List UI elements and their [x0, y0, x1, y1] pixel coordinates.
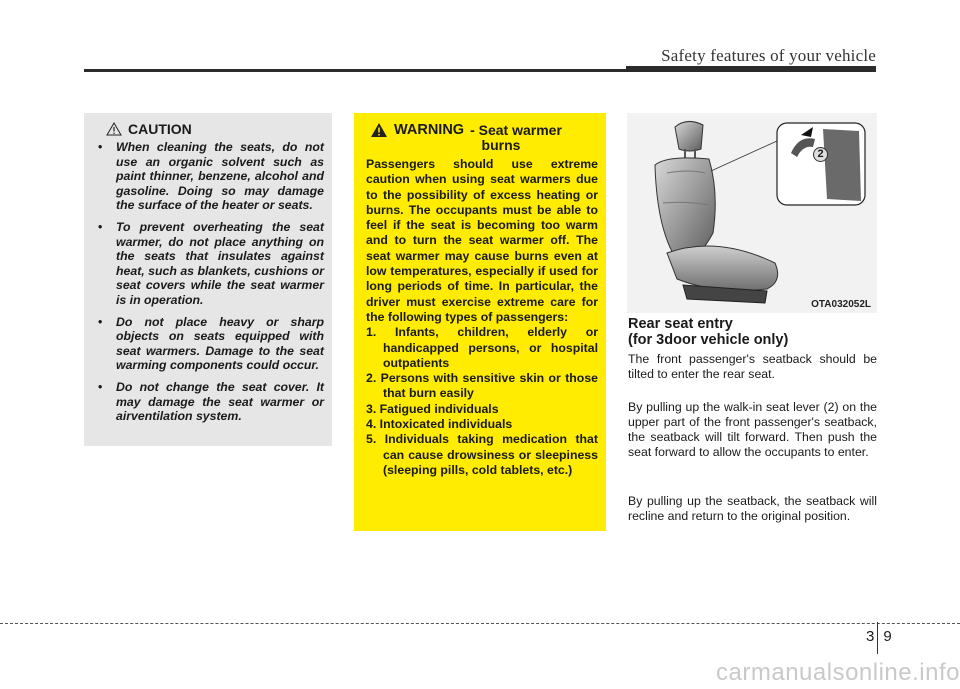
warning-list — [366, 325, 598, 478]
rear-seat-paragraph: By pulling up the walk-in seat lever (2) on the upper part of the front passenger's seatback, the seatback will tilt forward. Then push the seat forward to allow the occupants to enter. — [628, 400, 877, 459]
caution-list — [98, 140, 324, 424]
page-chapter: 3 — [866, 628, 876, 645]
seat-drawing — [627, 113, 877, 313]
caution-header — [106, 121, 324, 137]
warning-triangle-icon — [370, 122, 388, 138]
header-rule-accent — [626, 66, 876, 70]
header-title: Safety features of your vehicle — [661, 46, 876, 65]
rear-seat-heading — [628, 316, 788, 348]
warning-title: WARNING — [394, 122, 465, 138]
caution-item: • Do not change the seat cover. It may damage the seat warmer or airventilation system. — [98, 380, 324, 424]
warning-subtitle-line2: burns — [481, 137, 521, 153]
caution-item: • To prevent overheating the seat warmer, do not place anything on the seats that insulates against heat, such as blankets, cushions or seat covers while the seat warmer is in operation. — [98, 220, 324, 308]
caution-triangle-icon — [106, 122, 122, 136]
watermark: carmanualsonline.info — [716, 659, 960, 686]
warning-list-item: 4. Intoxicated individuals — [366, 417, 513, 432]
caution-box — [84, 113, 332, 446]
warning-list-item: 1. Infants, children, elderly or handicapped persons, or hospital outpatients — [366, 325, 598, 370]
caution-item: • Do not place heavy or sharp objects on seats equipped with seat warmers. Damage to the seat warming components could occur. — [98, 315, 324, 373]
rear-seat-heading-line1: Rear seat entry — [628, 316, 733, 332]
warning-box — [354, 113, 606, 531]
caution-item: • When cleaning the seats, do not use an organic solvent such as paint thinner, benzene, alcohol and gasoline. Doing so may damage the surface of the heater or seats. — [98, 140, 324, 213]
warning-body: Passengers should use extreme caution when using seat warmers due to the possibility of excess heating or burns. The occupants must be able to feel if the seat is becoming too warm and to turn the seat warmer off. The seat warmer may cause burns even at low temperatures, especially if used for long periods of time. In particular, the driver must exercise extreme care for the following types of passengers: — [366, 157, 598, 324]
rear-seat-paragraph: By pulling up the seatback, the seatback will recline and return to the original position. — [628, 494, 877, 523]
rear-seat-heading-line2: (for 3door vehicle only) — [628, 332, 789, 348]
warning-subtitle: - Seat warmer — [470, 122, 562, 138]
page-number — [866, 628, 893, 645]
caution-title: CAUTION — [128, 121, 192, 137]
warning-list-item: 3. Fatigued individuals — [366, 401, 499, 416]
seat-illustration — [627, 113, 877, 313]
rear-seat-paragraph: The front passenger's seatback should be tilted to enter the rear seat. — [628, 352, 877, 381]
page-num: 9 — [883, 628, 893, 645]
warning-list-item: 5. Individuals taking medication that can cause drowsiness or sleepiness (sleeping pills, cold tablets, etc.) — [366, 432, 598, 477]
warning-list-item: 2. Persons with sensitive skin or those that burn easily — [366, 371, 598, 401]
warning-header — [370, 122, 598, 138]
footer-rule — [0, 623, 960, 624]
lever-callout-number: 2 — [813, 147, 828, 162]
figure-code: OTA032052L — [811, 299, 871, 310]
